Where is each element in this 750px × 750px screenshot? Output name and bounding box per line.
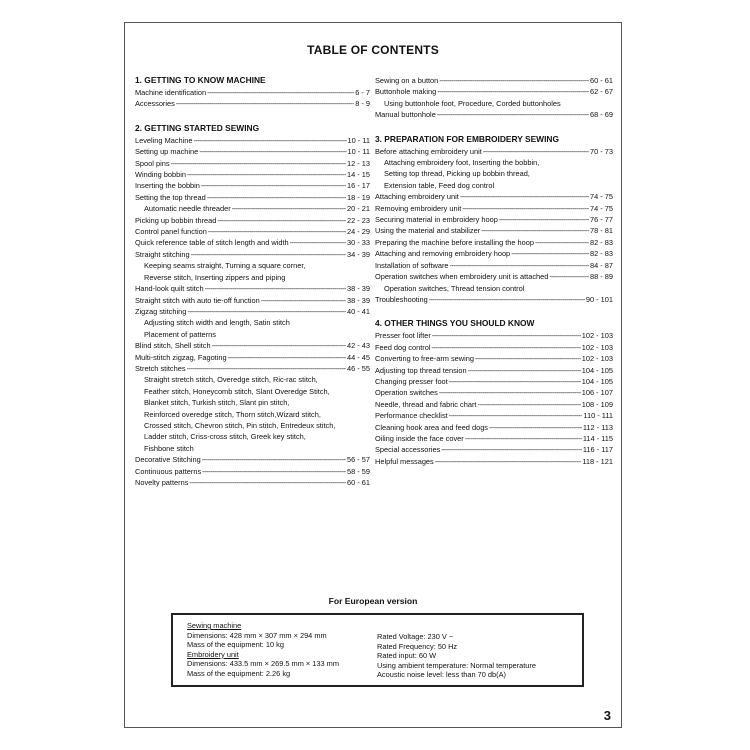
entry-pages: 34 - 39 [346,249,370,259]
dot-leader [468,365,581,376]
dot-leader [437,86,589,97]
entry-pages: 8 - 9 [355,99,370,109]
entry-pages: 70 - 73 [589,146,613,156]
entry-pages: 22 - 23 [346,215,370,225]
entry-title: Installation of software [375,260,449,270]
toc-entry [375,271,613,282]
entry-title: Needle, thread and fabric chart [375,399,477,409]
entry-title: Continuous patterns [135,466,202,476]
entry-pages: 110 - 111 [583,411,613,421]
section-heading: 3. PREPARATION FOR EMBROIDERY SEWING [375,133,559,144]
toc-entry [135,306,370,317]
entry-subtopics: Operation switches, Thread tension control [384,283,525,293]
dot-leader [191,249,346,260]
toc-entry [375,294,613,305]
entry-subtopics: Feather stitch, Honeycomb stitch, Slant Overedge Stitch, [144,386,330,396]
entry-title: Stretch stitches [135,363,186,373]
dot-leader [460,191,589,202]
entry-title: Leveling Machine [135,135,193,145]
toc-entry [375,330,613,341]
toc-entry [135,363,370,374]
entry-title: Inserting the bobbin [135,181,200,191]
entry-pages: 104 - 105 [581,365,613,375]
toc-entry [375,376,613,387]
dot-leader [549,271,589,282]
page-number: 3 [603,708,611,723]
toc-entry [375,214,613,225]
entry-title: Blind stitch, Shell stitch [135,341,211,351]
spec-left [187,621,339,679]
manual-page [124,22,622,728]
entry-subtopics: Setting top thread, Picking up bobbin thread, [384,169,530,179]
entry-title: Buttonhole making [375,87,437,97]
toc-entry [375,86,613,97]
rated-input: Rated input: 60 W [377,651,437,661]
entry-pages: 104 - 105 [581,376,613,386]
entry-pages: 88 - 89 [589,272,613,282]
toc-entry [375,75,613,86]
toc-entry [135,203,370,214]
entry-pages: 60 - 61 [346,478,370,487]
toc-entry [135,87,370,98]
spec-right [377,632,536,680]
entry-pages: 12 - 13 [346,158,370,168]
entry-title: Performance checklist [375,411,448,421]
entry-title: Automatic needle threader [144,204,231,214]
dot-leader [217,215,346,226]
toc-entry [375,456,613,467]
section-heading: 4. OTHER THINGS YOU SHOULD KNOW [375,318,535,329]
entry-pages: 112 - 113 [582,422,613,432]
toc-entry [135,454,370,465]
entry-pages: 16 - 17 [346,181,370,191]
entry-title: Special accessories [375,445,441,455]
dot-leader [187,306,346,317]
toc-entry [375,225,613,236]
entry-pages: 82 - 83 [589,237,613,247]
entry-pages: 114 - 115 [582,433,613,443]
dot-leader [228,352,346,363]
entry-title: Troubleshooting [375,294,428,304]
rated-frequency: Rated Frequency: 50 Hz [377,641,458,651]
toc-entry [135,466,370,477]
entry-title: Machine identification [135,88,207,97]
toc-entry [375,248,613,259]
entry-pages: 10 - 11 [347,147,370,157]
entry-title: Using the material and stabilizer [375,226,481,236]
acoustic-noise-level: Acoustic noise level: less than 70 db(A) [377,670,506,680]
entry-subtopics: Crossed stitch, Chevron stitch, Pin stitch, Entredeux stitch, [144,420,336,430]
dot-leader [199,146,346,157]
entry-title: Removing embroidery unit [375,203,462,213]
entry-title: Attaching and removing embroidery hoop [375,249,511,259]
dot-leader [439,75,589,86]
dot-leader [450,260,589,271]
toc-entry [375,191,613,202]
entry-title: Sewing on a button [375,76,439,85]
toc-entry [375,203,613,214]
dot-leader [449,410,583,421]
dot-leader [171,158,346,169]
entry-pages: 24 - 29 [346,227,370,237]
dot-leader [290,237,346,248]
entry-title: Converting to free-arm sewing [375,354,474,364]
dot-leader [435,456,582,467]
entry-pages: 78 - 81 [589,226,613,236]
entry-pages: 74 - 75 [589,192,613,202]
toc-entry [375,146,613,157]
entry-pages: 62 - 67 [589,87,613,97]
toc-section [135,123,370,489]
entry-title: Cleaning hook area and feed dogs [375,422,488,432]
toc-section [135,75,370,110]
entry-pages: 102 - 103 [581,331,613,341]
entry-title: Helpful messages [375,456,434,466]
entry-pages: 30 - 33 [346,238,370,248]
toc-entry [135,352,370,363]
entry-pages: 102 - 103 [581,342,613,352]
embroidery-unit-dimensions: Dimensions: 433.5 mm × 269.5 mm × 133 mm [187,659,339,669]
dot-leader [499,214,589,225]
dot-leader [483,146,589,157]
entry-pages: 82 - 83 [589,249,613,259]
dot-leader [208,226,346,237]
page-title: TABLE OF CONTENTS [307,43,439,57]
dot-leader [205,283,346,294]
entry-subtopics: Placement of patterns [144,329,216,339]
entry-title: Presser foot lifter [375,331,431,341]
entry-pages: 56 - 57 [346,455,370,465]
entry-title: Novelty patterns [135,478,189,487]
toc-section [375,318,613,467]
entry-title: Operation switches [375,388,438,398]
dot-leader [207,192,346,203]
entry-pages: 74 - 75 [589,203,613,213]
entry-pages: 106 - 107 [581,388,613,398]
entry-subtopics: Using buttonhole foot, Procedure, Corded buttonholes [384,98,561,108]
entry-pages: 68 - 69 [589,110,613,120]
dot-leader [489,422,582,433]
entry-pages: 14 - 15 [346,170,370,180]
dot-leader [189,477,346,488]
dot-leader [187,363,346,374]
entry-title: Control panel function [135,227,207,237]
toc-entry [375,109,613,120]
entry-pages: 118 - 121 [582,456,613,466]
toc-entry [375,237,613,248]
toc-entry [375,365,613,376]
entry-title: Zigzag stitching [135,306,187,316]
entry-title: Multi-stitch zigzag, Fagoting [135,352,227,362]
section-heading: 2. GETTING STARTED SEWING [135,122,260,133]
entry-pages: 10 - 11 [347,135,370,145]
dot-leader [511,248,589,259]
entry-pages: 18 - 19 [346,192,370,202]
entry-pages: 60 - 61 [589,76,613,85]
sewing-machine-label: Sewing machine [187,621,242,630]
toc-entry [375,353,613,364]
entry-title: Setting up machine [135,147,199,157]
dot-leader [462,203,589,214]
entry-title: Decorative Stitching [135,455,201,465]
entry-pages: 38 - 39 [346,295,370,305]
toc-entry [375,342,613,353]
specifications-box [171,613,584,687]
toc-entry [135,340,370,351]
toc-entry [135,283,370,294]
toc-entry [135,135,370,146]
entry-subtopics: Straight stretch stitch, Overedge stitch, Ric-rac stitch, [144,375,318,385]
entry-subtopics: Attaching embroidery foot, Inserting the bobbin, [384,158,540,168]
dot-leader [437,109,589,120]
entry-subtopics: Blanket stitch, Turkish stitch, Slant pin stitch, [144,398,290,408]
embroidery-unit-label: Embroidery unit [187,649,239,659]
toc-entry [135,180,370,191]
toc-entry [135,477,370,488]
rated-voltage: Rated Voltage: 230 V ~ [377,632,454,641]
entry-title: Straight stitch with auto tie-off function [135,295,260,305]
toc-entry [135,237,370,248]
dot-leader [194,135,347,146]
entry-pages: 108 - 109 [581,399,613,409]
dot-leader [432,330,581,341]
entry-title: Straight stitching [135,249,190,259]
toc-entry [375,444,613,455]
entry-subtopics: Ladder stitch, Criss-cross stitch, Greek key stitch, [144,432,306,442]
toc-entry [135,158,370,169]
dot-leader [431,342,580,353]
toc-entry [375,399,613,410]
dot-leader [232,203,346,214]
dot-leader [477,399,580,410]
toc-entry [135,295,370,306]
entry-title: Attaching embroidery unit [375,192,459,202]
toc-entry [375,422,613,433]
dot-leader [202,454,346,465]
toc-entry [135,226,370,237]
sewing-machine-mass: Mass of the equipment: 10 kg [187,640,284,650]
toc-entry [375,387,613,398]
dot-leader [202,466,346,477]
entry-title: Feed dog control [375,342,431,352]
toc-section [375,134,613,306]
toc-entry [135,249,370,260]
dot-leader [441,444,582,455]
entry-title: Quick reference table of stitch length and width [135,238,289,248]
dot-leader [465,433,582,444]
dot-leader [207,87,354,98]
entry-pages: 38 - 39 [346,284,370,294]
entry-subtopics: Keeping seams straight, Turning a square corner, [144,261,306,271]
entry-pages: 116 - 117 [582,445,613,455]
entry-title: Preparing the machine before installing the hoop [375,237,535,247]
entry-pages: 76 - 77 [589,215,613,225]
european-version-title: For European version [328,596,418,606]
entry-pages: 44 - 45 [346,352,370,362]
toc-entry [135,192,370,203]
section-heading: 1. GETTING TO KNOW MACHINE [135,75,266,85]
entry-subtopics: Reverse stitch, Inserting zippers and piping [144,272,286,282]
toc-right-column [375,75,613,480]
dot-leader [449,376,581,387]
toc-entry [135,169,370,180]
entry-pages: 6 - 7 [355,88,370,97]
entry-title: Oiling inside the face cover [375,433,464,443]
toc-entry [375,260,613,271]
entry-title: Changing presser foot [375,376,448,386]
entry-pages: 42 - 43 [346,341,370,351]
dot-leader [439,387,581,398]
toc-left-column [135,75,370,501]
dot-leader [429,294,585,305]
toc-entry [135,215,370,226]
toc-entry [135,146,370,157]
entry-title: Adjusting top thread tension [375,365,467,375]
entry-pages: 90 - 101 [585,294,613,304]
entry-title: Securing material in embroidery hoop [375,215,498,225]
entry-subtopics: Adjusting stitch width and length, Satin stitch [144,318,290,328]
entry-title: Picking up bobbin thread [135,215,217,225]
entry-title: Manual buttonhole [375,110,436,120]
ambient-temperature: Using ambient temperature: Normal temperature [377,660,536,670]
dot-leader [535,237,589,248]
toc-section [375,75,613,121]
entry-title: Hand-look quilt stitch [135,284,204,294]
toc-entry [375,433,613,444]
entry-title: Setting the top thread [135,192,206,202]
dot-leader [481,225,589,236]
entry-subtopics: Reinforced overedge stitch, Thorn stitch,Wizard stitch, [144,409,321,419]
dot-leader [212,340,346,351]
entry-title: Operation switches when embroidery unit is attached [375,272,549,282]
entry-pages: 58 - 59 [346,466,370,476]
entry-pages: 40 - 41 [346,306,370,316]
dot-leader [475,353,581,364]
sewing-machine-dimensions: Dimensions: 428 mm × 307 mm × 294 mm [187,630,327,640]
entry-title: Spool pins [135,158,170,168]
dot-leader [176,98,354,109]
entry-pages: 84 - 87 [589,260,613,270]
entry-pages: 20 - 21 [346,204,370,214]
entry-title: Accessories [135,99,175,109]
embroidery-unit-mass: Mass of the equipment: 2.26 kg [187,668,291,678]
entry-title: Winding bobbin [135,170,186,180]
entry-pages: 102 - 103 [581,354,613,364]
dot-leader [187,169,346,180]
dot-leader [201,180,346,191]
toc-entry [375,410,613,421]
entry-title: Before attaching embroidery unit [375,146,482,156]
toc-entry [135,98,370,109]
entry-pages: 46 - 55 [346,363,370,373]
entry-subtopics: Fishbone stitch [144,443,194,453]
entry-subtopics: Extension table, Feed dog control [384,180,495,190]
dot-leader [261,295,346,306]
